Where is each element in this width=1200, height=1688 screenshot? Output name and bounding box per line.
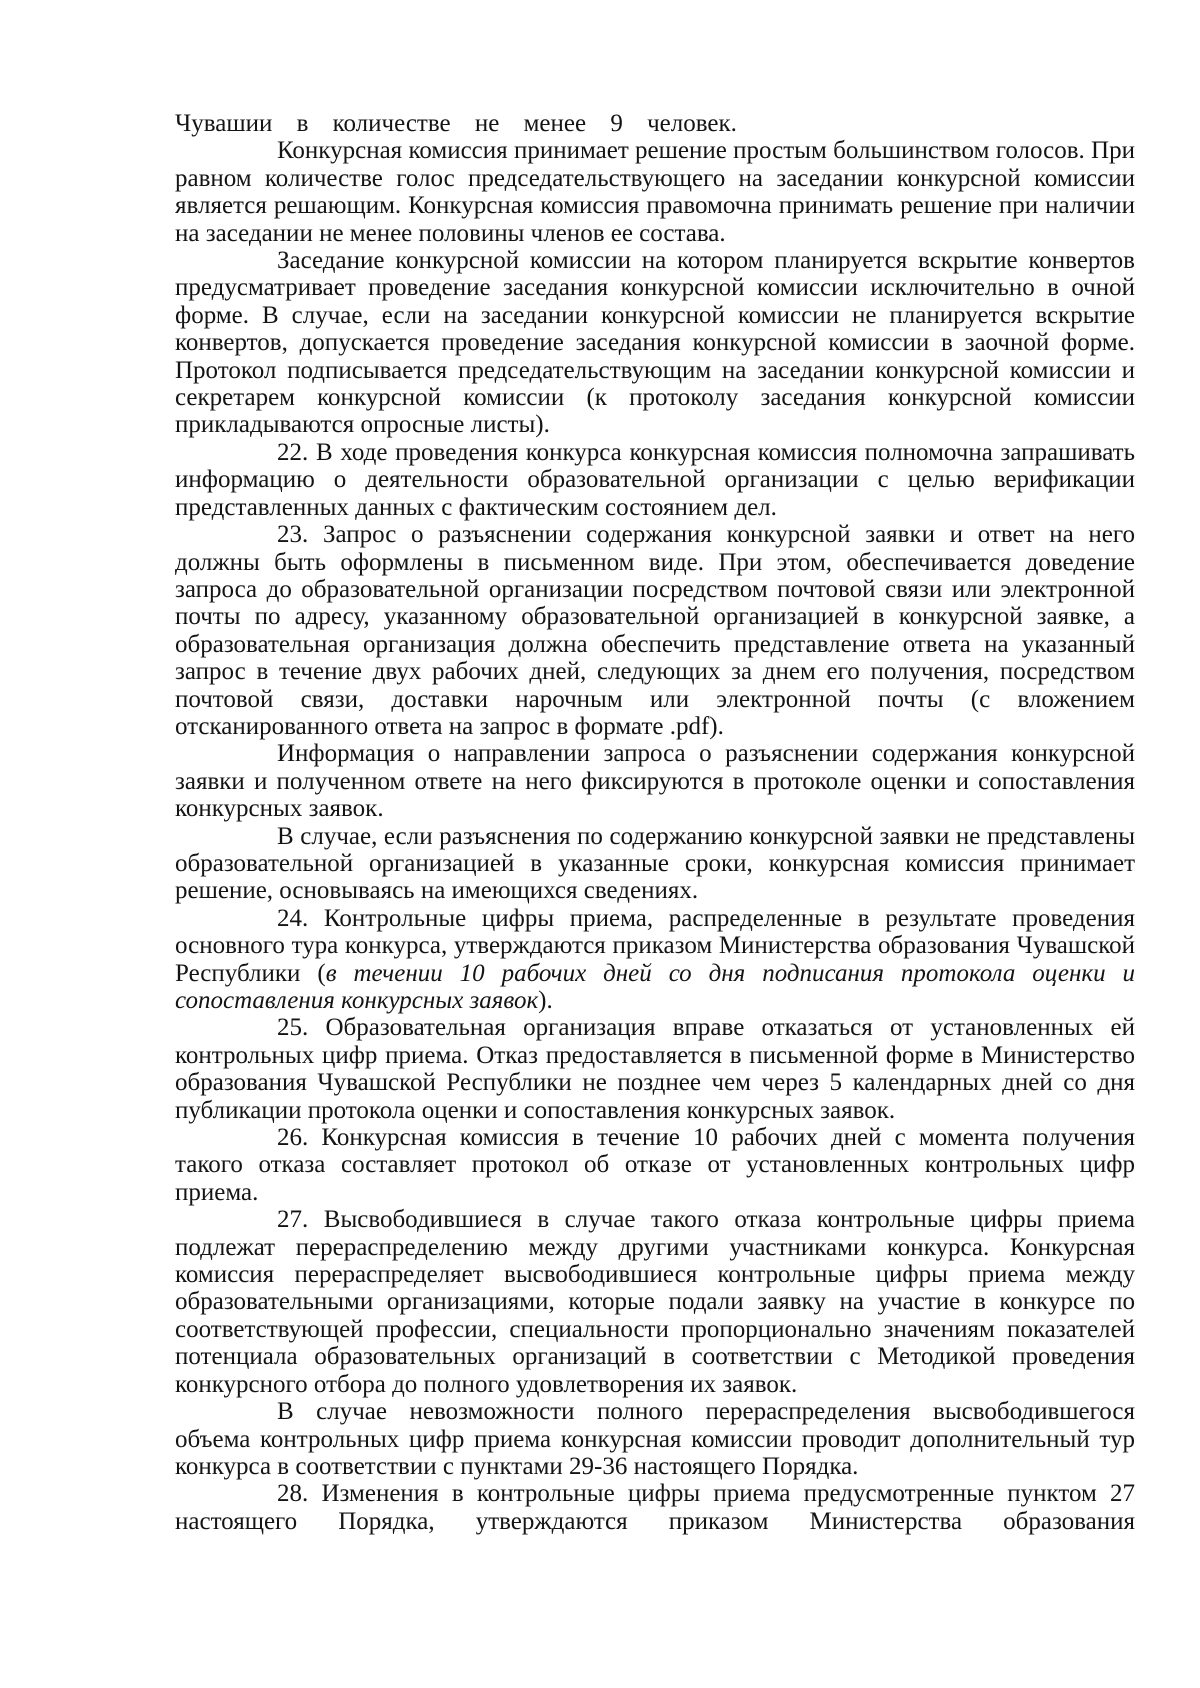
paragraph-item-24 [175,905,1135,1015]
item-24-italic: в течении 10 рабочих дней со дня подписания протокола оценки и сопоставления конкурсных заявок [175,959,1135,1014]
item-24-tail: ). [538,987,553,1014]
paragraph-item-23: 23. Запрос о разъяснении содержания конкурсной заявки и ответ на него должны быть оформлены в письменном виде. При этом, обеспечивается доведение запроса до образовательной организации посредством почтовой связи или электронной почты по адресу, указанному образовательной организацией в конкурсной заявке, а образовательная организация должна обеспечить представление ответа на указанный запрос в течение двух рабочих дней, следующих за днем его получения, посредством почтовой связи, доставки нарочным или электронной почты (с вложением отсканированного ответа на запрос в формате .pdf). [175,521,1135,740]
paragraph-request-info: Информация о направлении запроса о разъяснении содержания конкурсной заявки и полученном ответе на него фиксируются в протоколе оценки и сопоставления конкурсных заявок. [175,740,1135,823]
paragraph-item-26: 26. Конкурсная комиссия в течение 10 рабочих дней с момента получения такого отказа составляет протокол об отказе от установленных контрольных цифр приема. [175,1124,1135,1206]
paragraph-meeting-form: Заседание конкурсной комиссии на котором планируется вскрытие конвертов предусматривает проведение заседания конкурсной комиссии исключительно в очной форме. В случае, если на заседании конкурсной комиссии не планируется вскрытие конвертов, допускается проведение заседания конкурсной комиссии в заочной форме. Протокол подписывается председательствующим на заседании конкурсной комиссии и секретарем конкурсной комиссии (к протоколу заседания конкурсной комиссии прикладываются опросные листы). [175,247,1135,439]
paragraph-item-27: 27. Высвободившиеся в случае такого отказа контрольные цифры приема подлежат перераспределению между другими участниками конкурса. Конкурсная комиссия перераспределяет высвободившиеся контрольные цифры приема между образовательными организациями, которые подали заявку на участие в конкурсе по соответствующей профессии, специальности пропорционально значениям показателей потенциала образовательных организаций в соответствии с Методикой проведения конкурсного отбора до полного удовлетворения их заявок. [175,1206,1135,1398]
paragraph-item-28: 28. Изменения в контрольные цифры приема предусмотренные пунктом 27 настоящего Порядка, утверждаются приказом Министерства образования [175,1480,1135,1535]
paragraph-item-22: 22. В ходе проведения конкурса конкурсная комиссия полномочна запрашивать информацию о деятельности образовательной организации с целью верификации представленных данных с фактическим состоянием дел. [175,438,1135,521]
paragraph-no-clarification: В случае, если разъяснения по содержанию конкурсной заявки не представлены образовательной организацией в указанные сроки, конкурсная комиссия принимает решение, основываясь на имеющихся сведениях. [175,822,1135,905]
paragraph-item-25: 25. Образовательная организация вправе отказаться от установленных ей контрольных цифр приема. Отказ предоставляется в письменной форме в Министерство образования Чувашской Республики не позднее чем через 5 календарных дней со дня публикации протокола оценки и сопоставления конкурсных заявок. [175,1014,1135,1124]
paragraph-continuation: Чувашии в количестве не менее 9 человек. [175,110,737,137]
item-24-text: 24. Контрольные цифры приема, распределенные в результате проведения основного тура конкурса, утверждаются приказом Министерства образования Чувашской Республики ( [175,904,1135,987]
paragraph-redistribution: В случае невозможности полного перераспределения высвободившегося объема контрольных цифр приема конкурсная комиссии проводит дополнительный тур конкурса в соответствии с пунктами 29-36 настоящего Порядка. [175,1398,1135,1480]
document-page [175,110,1135,1535]
paragraph-commission-decision: Конкурсная комиссия принимает решение простым большинством голосов. При равном количестве голос председательствующего на заседании конкурсной комиссии является решающим. Конкурсная комиссия правомочна принимать решение при наличии на заседании не менее половины членов ее состава. [175,137,1135,247]
